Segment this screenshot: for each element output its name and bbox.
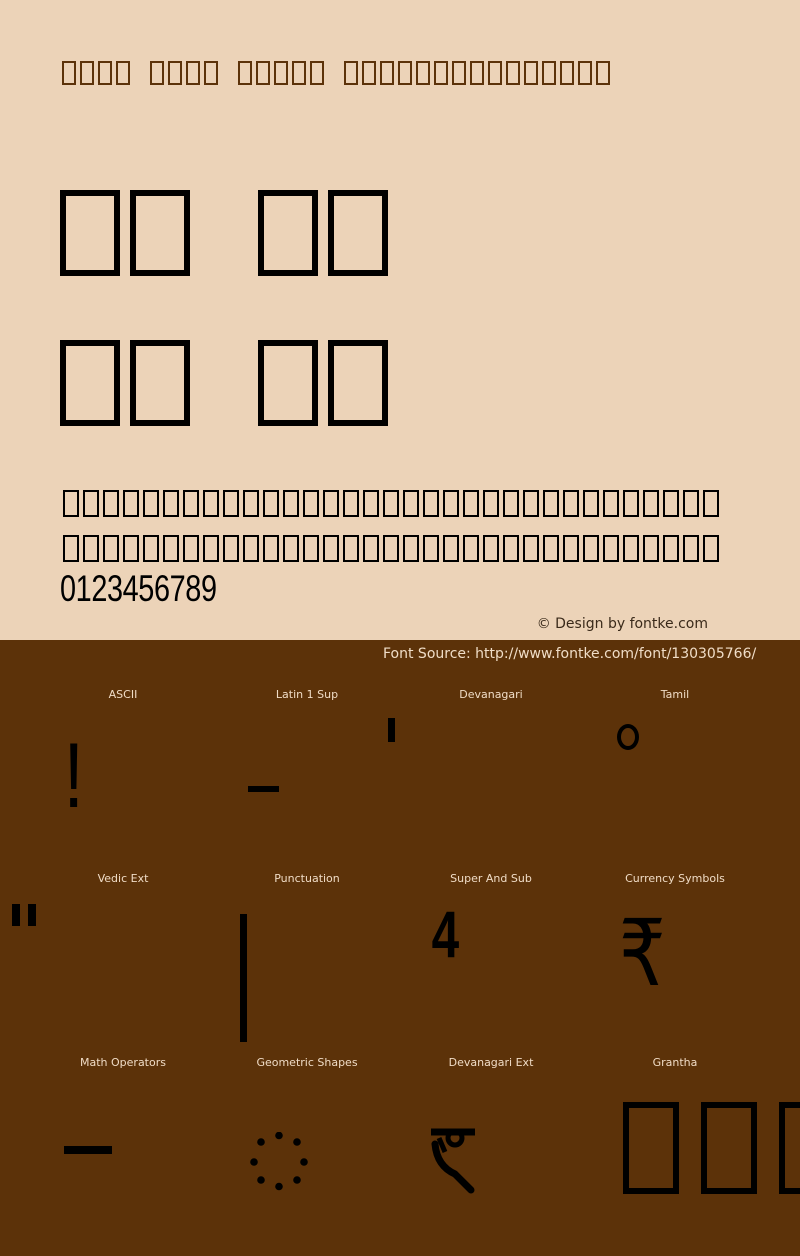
missing-glyph-box [310,61,324,85]
word-gap [222,61,234,85]
missing-glyph-box [423,535,439,562]
sample-line-1 [63,490,719,517]
missing-glyph-box [263,490,279,517]
font-source-link[interactable]: Font Source: http://www.fontke.com/font/130305766/ [383,646,757,662]
missing-glyph-box [383,490,399,517]
glyph-cell-label: Devanagari [459,688,523,701]
missing-glyph-box [256,61,270,85]
missing-glyph-box [303,490,319,517]
glyph-cell-currency-symbols [583,872,767,1056]
glyph-cell-label: Geometric Shapes [256,1056,358,1069]
missing-glyph-box [663,535,679,562]
glyph-cell-grantha [583,1056,767,1240]
missing-glyph-box [363,490,379,517]
missing-glyph-box [623,1102,679,1194]
missing-glyph-box [380,61,394,85]
glyph-cell-label: Grantha [652,1056,698,1069]
missing-glyph-box [258,340,318,426]
missing-glyph-box [183,535,199,562]
missing-glyph-box [130,340,190,426]
missing-glyph-box [143,535,159,562]
missing-glyph-box [80,61,94,85]
missing-glyph-box [483,535,499,562]
missing-glyph-box [274,61,288,85]
missing-glyph-box [243,490,259,517]
vedic-mark-right [28,904,36,926]
missing-glyph-box [452,61,466,85]
vertical-bar-glyph [240,914,247,1042]
missing-glyph-box [779,1102,800,1194]
missing-glyph-box [328,190,388,276]
missing-glyph-box [323,490,339,517]
glyph-cell-label: Currency Symbols [625,872,725,885]
missing-glyph-box [62,61,76,85]
missing-glyph-box [362,61,376,85]
missing-glyph-box [524,61,538,85]
missing-glyph-box [543,490,559,517]
glyph-cell-punctuation [215,872,399,1056]
glyph-cell-label: ASCII [108,688,138,701]
missing-glyph-box [163,535,179,562]
missing-glyph-box [130,190,190,276]
missing-glyph-box [416,61,430,85]
missing-glyph-box [470,61,484,85]
devanagari-ext-glyph [429,1122,477,1196]
glyph-cell-label: Vedic Ext [97,872,149,885]
word-gap [328,61,340,85]
missing-glyph-box [643,490,659,517]
missing-glyph-box [596,61,610,85]
glyph-cell-ascii [31,688,215,872]
minus-glyph [64,1146,112,1154]
missing-glyph-box [123,535,139,562]
missing-glyph-box [143,490,159,517]
missing-glyph-box [323,535,339,562]
missing-glyph-box [483,490,499,517]
missing-glyph-box [583,535,599,562]
missing-glyph-box [328,340,388,426]
missing-glyph-box [163,490,179,517]
missing-glyph-box [506,61,520,85]
missing-glyph-box [303,535,319,562]
missing-glyph-box [563,535,579,562]
word-gap [134,61,146,85]
missing-glyph-box [683,535,699,562]
word-gap [200,190,248,276]
missing-glyph-box [263,535,279,562]
missing-glyph-box [186,61,200,85]
missing-glyph-box [83,535,99,562]
missing-glyph-box [683,490,699,517]
glyph-cell-label: Punctuation [274,872,340,885]
missing-glyph-box [168,61,182,85]
missing-glyph-box [383,535,399,562]
missing-glyph-box [283,535,299,562]
missing-glyph-box [503,535,519,562]
glyph-cell-label: Tamil [660,688,690,701]
missing-glyph-box [398,61,412,85]
word-gap [200,340,248,426]
missing-glyph-box [701,1102,757,1194]
glyph-cell-math-operators [31,1056,215,1240]
missing-glyph-box [292,61,306,85]
missing-glyph-box [98,61,112,85]
missing-glyph-box [344,61,358,85]
glyph-sample: 4 [431,897,460,971]
missing-glyph-box [463,490,479,517]
missing-glyph-box [116,61,130,85]
missing-glyph-box [123,490,139,517]
missing-glyph-box [443,535,459,562]
glyph-cell-devanagari [399,688,583,872]
missing-glyph-box [663,490,679,517]
glyph-cell-latin-1-sup [215,688,399,872]
missing-glyph-box [583,490,599,517]
missing-glyph-box [343,535,359,562]
missing-glyph-box [623,535,639,562]
glyph-cell-label: Super And Sub [450,872,532,885]
large-sample-row-1 [60,190,388,276]
missing-glyph-box [103,490,119,517]
missing-glyph-box [60,340,120,426]
missing-glyph-box [463,535,479,562]
missing-glyph-box [363,535,379,562]
missing-glyph-box [183,490,199,517]
missing-glyph-box [223,490,239,517]
digits-sample: 0123456789 [60,568,217,609]
missing-glyph-box [83,490,99,517]
missing-glyph-box [703,535,719,562]
missing-glyph-box [63,535,79,562]
missing-glyph-box [243,535,259,562]
missing-glyph-box [223,535,239,562]
missing-glyph-box [523,490,539,517]
glyph-cell-super-and-sub [399,872,583,1056]
missing-glyph-box [403,490,419,517]
design-credit: © Design by fontke.com [536,616,708,632]
dotted-circle-glyph [250,1132,310,1192]
missing-glyph-box [283,490,299,517]
missing-glyph-box [603,535,619,562]
missing-glyph-box [103,535,119,562]
missing-glyph-box [543,535,559,562]
sample-line-2 [63,535,719,562]
missing-glyph-box [238,61,252,85]
vedic-mark-left [12,904,20,926]
glyph-cell-label: Devanagari Ext [448,1056,534,1069]
missing-glyph-box [343,490,359,517]
missing-glyph-box [423,490,439,517]
stress-mark-glyph [388,718,395,742]
missing-glyph-box [203,535,219,562]
missing-glyph-box [560,61,574,85]
missing-glyph-box [643,535,659,562]
glyph-cell-geometric-shapes [215,1056,399,1240]
missing-glyph-box [60,190,120,276]
glyph-cell-label: Latin 1 Sup [275,688,339,701]
glyph-cell-label: Math Operators [80,1056,166,1069]
missing-glyph-box [703,490,719,517]
missing-glyph-box [578,61,592,85]
missing-glyph-box [204,61,218,85]
missing-glyph-box [542,61,556,85]
missing-glyph-box [488,61,502,85]
missing-glyph-box [403,535,419,562]
missing-glyph-box [434,61,448,85]
glyph-cell-vedic-ext [31,872,215,1056]
missing-glyph-box [603,490,619,517]
missing-glyph-box [150,61,164,85]
glyph-sample: ! [63,725,85,827]
large-sample-row-2 [60,340,388,426]
glyph-sample: ₹ [618,900,666,1007]
missing-glyph-box [203,490,219,517]
missing-glyph-box [623,490,639,517]
glyph-cell-devanagari-ext [399,1056,583,1240]
missing-glyph-box [258,190,318,276]
missing-glyph-box [63,490,79,517]
preview-title-glyphs [62,61,610,85]
glyph-cell-tamil [583,688,767,872]
missing-glyph-box [503,490,519,517]
missing-glyph-box [523,535,539,562]
en-dash-glyph [248,786,279,792]
missing-glyph-box [443,490,459,517]
grantha-tofu-glyphs [623,1102,800,1194]
tamil-zero-glyph [617,724,639,750]
missing-glyph-box [563,490,579,517]
